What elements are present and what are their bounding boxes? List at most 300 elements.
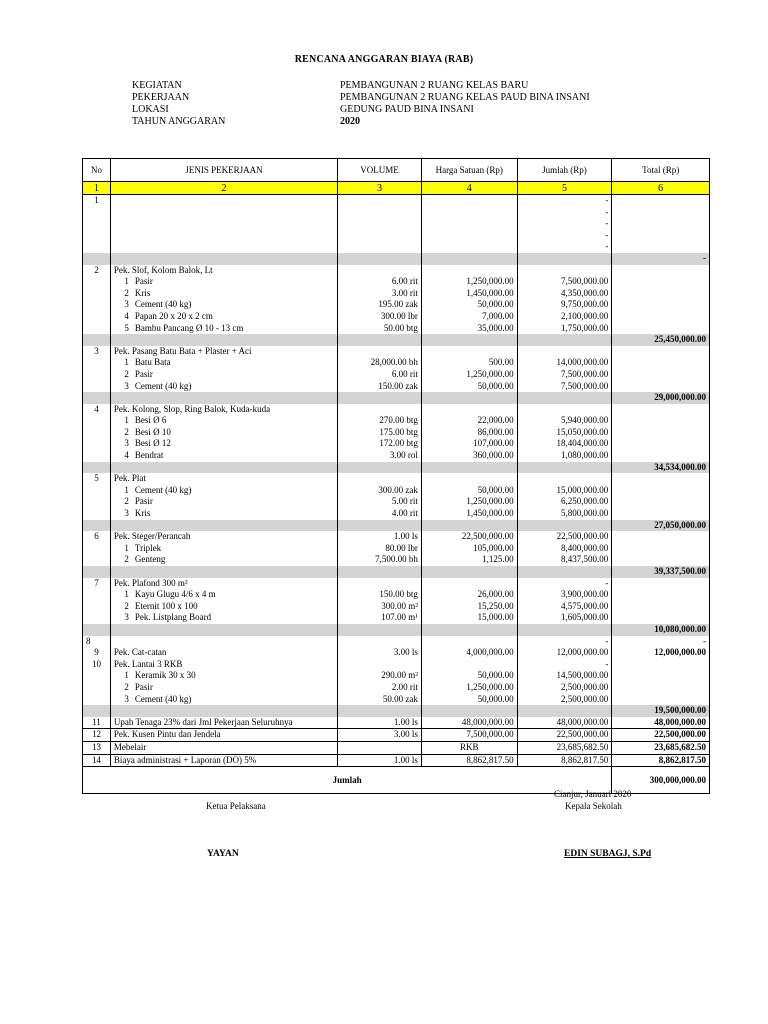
sub-item-number: 1 xyxy=(124,542,129,553)
row-volume: 3.00 ls xyxy=(338,729,422,741)
header-total: Total (Rp) xyxy=(642,165,680,175)
row-no: 5 xyxy=(83,473,111,485)
row-total xyxy=(612,554,709,566)
row-job xyxy=(111,520,338,532)
row-amount xyxy=(518,253,613,265)
row-no xyxy=(83,311,111,323)
row-job xyxy=(111,485,338,497)
sub-item-label: Batu Bata xyxy=(134,357,171,368)
jumlah-total: 300,000,000.00 xyxy=(649,775,706,786)
row-unit-price: 15,250.00 xyxy=(422,601,518,613)
row-volume: 270.00 btg xyxy=(338,415,422,427)
header-amount: Jumlah (Rp) xyxy=(518,159,613,181)
row-no xyxy=(83,543,111,555)
row-total xyxy=(612,438,709,450)
place-date: Cianjur, Januari 2020 xyxy=(554,789,632,799)
row-job xyxy=(111,218,338,230)
row-amount: 23,685,682.50 xyxy=(518,742,613,754)
row-job xyxy=(111,427,338,439)
subtotal-row xyxy=(83,334,709,346)
row-volume xyxy=(338,218,422,230)
row-volume xyxy=(338,404,422,416)
document-title: RENCANA ANGGARAN BIAYA (RAB) xyxy=(294,54,474,65)
row-amount: 7,500,000.00 xyxy=(518,381,613,393)
sub-item-number: 3 xyxy=(124,693,129,704)
row-unit-price xyxy=(422,253,518,265)
row-job xyxy=(111,554,338,566)
row-job xyxy=(111,381,338,393)
row-no: 8 xyxy=(83,636,111,648)
row-amount: 2,100,000.00 xyxy=(518,311,613,323)
meta-row-lokasi xyxy=(132,104,590,116)
row-job xyxy=(111,311,338,323)
row-volume xyxy=(338,473,422,485)
row-total xyxy=(612,369,709,381)
row-volume: 290.00 m² xyxy=(338,670,422,682)
sub-item-label: Papan 20 x 20 x 2 cm xyxy=(134,310,213,321)
row-no xyxy=(83,369,111,381)
row-volume xyxy=(338,346,422,358)
table-row xyxy=(83,404,709,416)
column-index: 3 xyxy=(338,182,422,194)
table-row xyxy=(83,369,709,381)
row-no: 14 xyxy=(83,755,111,767)
sub-item-number: 2 xyxy=(124,554,129,565)
row-total xyxy=(612,207,709,219)
row-unit-price: 500.00 xyxy=(422,357,518,369)
row-amount: 3,900,000.00 xyxy=(518,589,613,601)
table-row xyxy=(83,755,709,767)
row-total: 22,500,000.00 xyxy=(654,729,706,740)
row-amount: - xyxy=(518,636,613,648)
table-row xyxy=(83,647,709,659)
table-row xyxy=(83,323,709,335)
row-unit-price: 86,000.00 xyxy=(422,427,518,439)
row-total: 12,000,000.00 xyxy=(654,647,706,658)
row-volume xyxy=(338,230,422,242)
sub-item-label: Kris xyxy=(134,508,151,519)
row-amount: 7,500,000.00 xyxy=(518,369,613,381)
row-unit-price xyxy=(422,241,518,253)
row-job xyxy=(111,566,338,578)
subtotal-row xyxy=(83,253,709,265)
sub-item-label: Genteng xyxy=(134,554,166,565)
row-unit-price: 35,000.00 xyxy=(422,323,518,335)
row-volume: 300.00 lbr xyxy=(338,311,422,323)
row-unit-price: 7,000.00 xyxy=(422,311,518,323)
row-job xyxy=(111,207,338,219)
row-unit-price: 1,450,000.00 xyxy=(422,508,518,520)
row-no xyxy=(83,230,111,242)
sub-item-label: Cement (40 kg) xyxy=(134,380,192,391)
row-amount: 8,862,817.50 xyxy=(518,755,613,767)
sub-item-number: 1 xyxy=(124,589,129,600)
row-total xyxy=(612,311,709,323)
row-unit-price xyxy=(422,265,518,277)
row-total xyxy=(612,589,709,601)
subtotal-row xyxy=(83,624,709,636)
meta-value: 2020 xyxy=(340,116,360,127)
row-volume xyxy=(338,241,422,253)
row-no xyxy=(83,334,111,346)
table-row xyxy=(83,612,709,624)
table-row xyxy=(83,531,709,543)
row-job xyxy=(111,508,338,520)
row-total xyxy=(612,241,709,253)
sub-item-label: Besi Ø 10 xyxy=(134,426,171,437)
row-unit-price xyxy=(422,578,518,590)
row-volume: 1.00 ls xyxy=(338,531,422,543)
row-total xyxy=(612,381,709,393)
row-unit-price: 15,000.00 xyxy=(422,612,518,624)
row-volume: 80.00 lbr xyxy=(338,543,422,555)
row-no: 7 xyxy=(83,578,111,590)
sub-item-label: Bambu Pancang Ø 10 - 13 cm xyxy=(134,322,244,333)
sub-item-number: 2 xyxy=(124,368,129,379)
row-job xyxy=(111,253,338,265)
row-unit-price xyxy=(422,520,518,532)
sub-item-number: 3 xyxy=(124,612,129,623)
row-amount: - xyxy=(518,207,613,219)
row-total xyxy=(612,357,709,369)
sub-item-number: 1 xyxy=(124,415,129,426)
row-no: 4 xyxy=(83,404,111,416)
sub-item-label: Eternit 100 x 100 xyxy=(134,600,198,611)
sub-item-number: 4 xyxy=(124,310,129,321)
row-no: 13 xyxy=(83,742,111,754)
row-amount: 48,000,000.00 xyxy=(518,717,613,729)
row-job xyxy=(111,589,338,601)
row-unit-price: 1,250,000.00 xyxy=(422,369,518,381)
row-job xyxy=(111,415,338,427)
row-volume: 150.00 zak xyxy=(338,381,422,393)
row-volume xyxy=(338,578,422,590)
row-amount: 5,800,000.00 xyxy=(518,508,613,520)
table-row xyxy=(83,601,709,613)
left-signatory-role: Ketua Pelaksana xyxy=(206,801,266,811)
row-amount: 22,500,000.00 xyxy=(518,729,613,741)
row-unit-price: 50,000.00 xyxy=(422,485,518,497)
row-volume xyxy=(338,207,422,219)
row-total xyxy=(612,288,709,300)
row-unit-price: 1,450,000.00 xyxy=(422,288,518,300)
row-job xyxy=(111,334,338,346)
row-no xyxy=(83,323,111,335)
row-no: 9 xyxy=(83,647,111,659)
row-job xyxy=(111,323,338,335)
row-total xyxy=(612,612,709,624)
row-total xyxy=(612,601,709,613)
row-unit-price xyxy=(422,195,518,207)
row-job xyxy=(111,299,338,311)
row-no xyxy=(83,670,111,682)
table-row xyxy=(83,230,709,242)
row-amount xyxy=(518,624,613,636)
row-amount xyxy=(518,334,613,346)
table-row xyxy=(83,682,709,694)
sub-item-label: Pek. Listplang Board xyxy=(134,612,212,623)
row-no xyxy=(83,496,111,508)
table-row xyxy=(83,450,709,462)
sub-item-label: Kayu Glugu 4/6 x 4 m xyxy=(134,589,216,600)
sub-item-label: Pasir xyxy=(134,681,153,692)
table-row xyxy=(83,311,709,323)
row-unit-price: 7,500,000.00 xyxy=(422,729,518,741)
row-total xyxy=(612,543,709,555)
row-no: 2 xyxy=(83,265,111,277)
right-signatory-role: Kepala Sekolah xyxy=(565,801,622,811)
table-row xyxy=(83,288,709,300)
row-total xyxy=(612,404,709,416)
row-volume xyxy=(338,566,422,578)
sub-item-number: 3 xyxy=(124,508,129,519)
row-total xyxy=(612,346,709,358)
row-volume: 1.00 ls xyxy=(338,755,422,767)
meta-key: TAHUN ANGGARAN xyxy=(132,116,226,127)
row-volume: 5.00 rit xyxy=(338,496,422,508)
row-no xyxy=(83,392,111,404)
meta-block xyxy=(132,80,590,128)
sub-item-number: 2 xyxy=(124,681,129,692)
row-job: Pek. Pasang Batu Bata + Plaster + Aci xyxy=(111,346,338,358)
row-job xyxy=(111,369,338,381)
row-job xyxy=(111,462,338,474)
row-volume xyxy=(338,253,422,265)
table-row xyxy=(83,485,709,497)
row-unit-price: 1,250,000.00 xyxy=(422,496,518,508)
row-volume xyxy=(338,705,422,717)
row-total xyxy=(612,496,709,508)
row-total: 27,050,000.00 xyxy=(654,519,706,530)
row-no xyxy=(83,682,111,694)
left-signatory-name: YAYAN xyxy=(207,849,239,859)
row-volume xyxy=(338,462,422,474)
row-no: 1 xyxy=(83,195,111,207)
row-volume: 175.00 btg xyxy=(338,427,422,439)
sub-item-number: 2 xyxy=(124,287,129,298)
table-row xyxy=(83,659,709,671)
table-row xyxy=(83,473,709,485)
row-amount: - xyxy=(518,230,613,242)
row-no xyxy=(83,508,111,520)
sub-item-number: 1 xyxy=(124,276,129,287)
row-no xyxy=(83,427,111,439)
column-index: 6 xyxy=(658,182,664,194)
row-no xyxy=(83,589,111,601)
row-job xyxy=(111,241,338,253)
sub-item-number: 2 xyxy=(124,600,129,611)
row-total xyxy=(612,485,709,497)
row-amount: 2,500,000.00 xyxy=(518,694,613,706)
row-volume: 50.00 zak xyxy=(338,694,422,706)
table-row xyxy=(83,299,709,311)
row-unit-price: 50,000.00 xyxy=(422,670,518,682)
table-row xyxy=(83,694,709,706)
table-row xyxy=(83,381,709,393)
row-total: - xyxy=(703,252,706,263)
row-job xyxy=(111,288,338,300)
row-no xyxy=(83,462,111,474)
row-job xyxy=(111,450,338,462)
row-amount: 2,500,000.00 xyxy=(518,682,613,694)
row-job xyxy=(111,624,338,636)
row-no xyxy=(83,485,111,497)
row-amount: 8,437,500.00 xyxy=(518,554,613,566)
row-volume xyxy=(338,742,422,754)
subtotal-row xyxy=(83,520,709,532)
row-unit-price xyxy=(422,218,518,230)
sub-item-number: 1 xyxy=(124,484,129,495)
row-no xyxy=(83,694,111,706)
row-total: 34,534,000.00 xyxy=(654,461,706,472)
row-total: 19,500,000.00 xyxy=(654,705,706,716)
table-row xyxy=(83,496,709,508)
row-total xyxy=(612,508,709,520)
row-unit-price: 1,250,000.00 xyxy=(422,682,518,694)
sub-item-number: 3 xyxy=(124,380,129,391)
table-row xyxy=(83,346,709,358)
row-job: Pek. Kusen Pintu dan Jendela xyxy=(111,729,338,741)
row-job xyxy=(111,392,338,404)
row-amount: 14,500,000.00 xyxy=(518,670,613,682)
sub-item-number: 5 xyxy=(124,322,129,333)
row-unit-price xyxy=(422,346,518,358)
table-row xyxy=(83,670,709,682)
row-volume: 3.00 rit xyxy=(338,288,422,300)
row-amount: 5,940,000.00 xyxy=(518,415,613,427)
table-row xyxy=(83,543,709,555)
row-total xyxy=(612,427,709,439)
rab-table xyxy=(82,158,710,794)
row-amount: - xyxy=(518,195,613,207)
row-total: 48,000,000.00 xyxy=(654,716,706,727)
row-unit-price xyxy=(422,566,518,578)
row-amount xyxy=(518,404,613,416)
row-unit-price xyxy=(422,462,518,474)
row-no xyxy=(83,415,111,427)
row-total xyxy=(612,276,709,288)
row-no xyxy=(83,381,111,393)
row-no xyxy=(83,612,111,624)
row-unit-price xyxy=(422,473,518,485)
row-no xyxy=(83,438,111,450)
row-amount: - xyxy=(518,241,613,253)
meta-value: GEDUNG PAUD BINA INSANI xyxy=(340,104,474,115)
row-amount: - xyxy=(518,578,613,590)
row-total xyxy=(612,670,709,682)
row-no xyxy=(83,241,111,253)
table-row xyxy=(83,427,709,439)
row-job xyxy=(111,496,338,508)
row-volume: 150.00 btg xyxy=(338,589,422,601)
sub-item-label: Keramik 30 x 30 xyxy=(134,670,196,681)
sub-item-label: Cement (40 kg) xyxy=(134,484,192,495)
row-amount: 18,404,000.00 xyxy=(518,438,613,450)
row-total xyxy=(612,682,709,694)
row-no xyxy=(83,218,111,230)
row-volume xyxy=(338,624,422,636)
table-row xyxy=(83,717,709,730)
row-unit-price xyxy=(422,392,518,404)
row-job xyxy=(111,705,338,717)
row-unit-price xyxy=(422,230,518,242)
row-volume xyxy=(338,520,422,532)
table-row xyxy=(83,265,709,277)
table-row xyxy=(83,636,709,648)
row-no xyxy=(83,601,111,613)
row-unit-price xyxy=(422,659,518,671)
row-unit-price xyxy=(422,705,518,717)
table-body xyxy=(82,195,710,767)
row-amount: 1,605,000.00 xyxy=(518,612,613,624)
row-unit-price: 48,000,000.00 xyxy=(422,717,518,729)
table-row xyxy=(83,438,709,450)
row-total: 23,685,682.50 xyxy=(654,741,706,752)
row-unit-price: 22,000.00 xyxy=(422,415,518,427)
sub-item-label: Triplek xyxy=(134,542,162,553)
row-no: 11 xyxy=(83,717,111,729)
row-amount: 4,350,000.00 xyxy=(518,288,613,300)
row-amount: 8,400,000.00 xyxy=(518,543,613,555)
header-no: No xyxy=(83,159,111,181)
row-unit-price: 22,500,000.00 xyxy=(422,531,518,543)
row-volume: 3.00 ls xyxy=(338,647,422,659)
sub-item-number: 1 xyxy=(124,670,129,681)
row-no xyxy=(83,554,111,566)
row-job: Pek. Plat xyxy=(111,473,338,485)
row-no xyxy=(83,288,111,300)
row-total xyxy=(612,299,709,311)
meta-key: KEGIATAN xyxy=(132,80,182,91)
row-job xyxy=(111,230,338,242)
row-total xyxy=(612,473,709,485)
sub-item-label: Pasir xyxy=(134,496,153,507)
row-unit-price: 4,000,000.00 xyxy=(422,647,518,659)
table-row xyxy=(83,276,709,288)
meta-row-pekerjaan xyxy=(132,92,590,104)
row-no xyxy=(83,299,111,311)
row-total: 29,000,000.00 xyxy=(654,392,706,403)
column-index: 5 xyxy=(518,182,613,194)
row-no xyxy=(83,520,111,532)
row-job: Pek. Plafond 300 m² xyxy=(111,578,338,590)
row-total: 39,337,500.00 xyxy=(654,566,706,576)
row-total xyxy=(612,450,709,462)
row-job xyxy=(111,601,338,613)
table-row xyxy=(83,207,709,219)
row-job xyxy=(111,438,338,450)
row-volume: 195.00 zak xyxy=(338,299,422,311)
row-volume xyxy=(338,392,422,404)
row-amount xyxy=(518,346,613,358)
row-unit-price: 1,250,000.00 xyxy=(422,276,518,288)
row-job xyxy=(111,636,338,648)
table-row xyxy=(83,578,709,590)
table-row xyxy=(83,195,709,207)
sub-item-number: 3 xyxy=(124,299,129,310)
sub-item-number: 1 xyxy=(124,357,129,368)
row-total: 8,862,817.50 xyxy=(658,754,706,765)
row-volume: 3.00 rol xyxy=(338,450,422,462)
row-total xyxy=(612,578,709,590)
row-job: Pek. Cat-catan xyxy=(111,647,338,659)
column-index: 1 xyxy=(83,182,111,194)
table-row xyxy=(83,218,709,230)
row-job: Pek. Lantai 3 RKB xyxy=(111,659,338,671)
table-row xyxy=(83,508,709,520)
meta-row-tahun xyxy=(132,116,590,128)
subtotal-row xyxy=(83,392,709,404)
